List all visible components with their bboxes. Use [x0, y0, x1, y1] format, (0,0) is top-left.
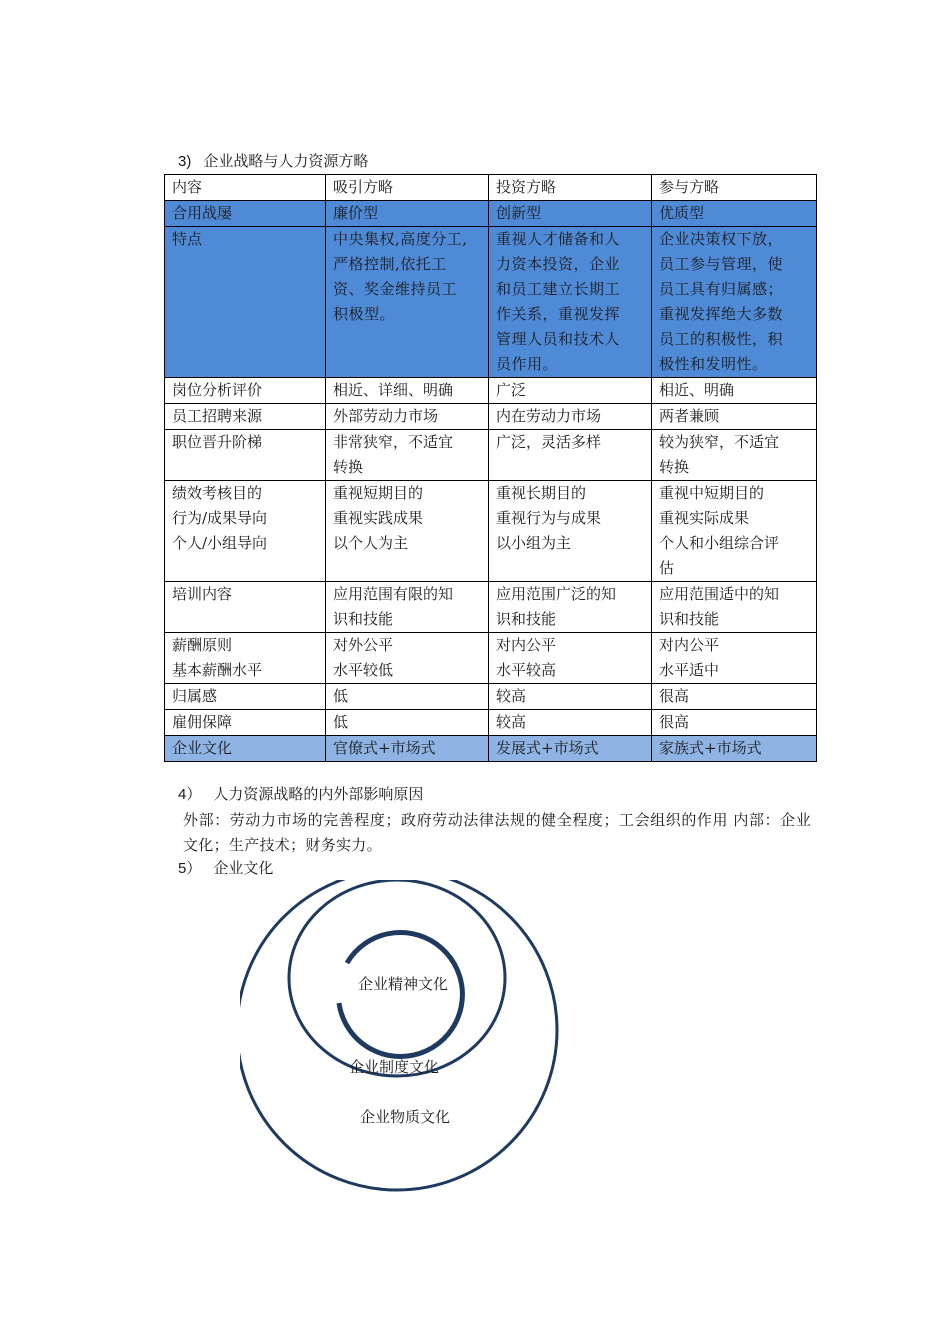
cell-line: 重视行为与成果 [496, 509, 602, 527]
table-cell [652, 582, 817, 633]
header-attract-strategy: 吸引方略 [326, 175, 489, 201]
cell-line: 水平较高 [496, 661, 557, 679]
cell-line: 水平适中 [659, 661, 720, 679]
cell-line: 基本薪酬水平 [172, 661, 263, 679]
cell-line: 重视发挥绝大多数 [659, 305, 784, 323]
table-cell [326, 633, 489, 684]
cell-line: 雇佣保障 [172, 713, 233, 731]
section-4-body: 外部：劳动力市场的完善程度；政府劳动法律法规的健全程度；工会组织的作用 内部：企业文化；生产技术；财务实力。 [183, 811, 811, 854]
cell-line: 应用范围适中的知 [659, 585, 780, 603]
table-row-applicable-strategy [165, 201, 817, 227]
cell-line: 应用范围广泛的知 [496, 585, 617, 603]
table-cell [326, 404, 489, 430]
cell-line: 合用战屡 [172, 204, 233, 222]
strategy-table-body [165, 175, 817, 762]
row-label [165, 710, 326, 736]
cell-line: 低 [333, 687, 349, 705]
table-row-recruitment-source [165, 404, 817, 430]
table-cell [489, 378, 652, 404]
table-row-training-content [165, 582, 817, 633]
table-cell [652, 201, 817, 227]
cell-line: 转换 [659, 458, 690, 476]
cell-line: 较高 [496, 687, 527, 705]
table-cell [652, 481, 817, 582]
cell-line: 相近、详细、明确 [333, 381, 454, 399]
table-cell [652, 736, 817, 762]
cell-line: 应用范围有限的知 [333, 585, 454, 603]
cell-line: 特点 [172, 230, 203, 248]
cell-line: 严格控制,依托工 [333, 255, 447, 273]
table-cell [326, 430, 489, 481]
table-cell [326, 736, 489, 762]
cell-line: 和员工建立长期工 [496, 280, 621, 298]
table-cell [652, 684, 817, 710]
table-cell [489, 633, 652, 684]
culture-layers-diagram [240, 880, 580, 1200]
row-label [165, 736, 326, 762]
strategy-table [164, 174, 817, 762]
cell-line: 职位晋升阶梯 [172, 433, 263, 451]
cell-line: 相近、明确 [659, 381, 735, 399]
cell-line: 广泛 [496, 381, 527, 399]
cell-line: 发展式+市场式 [496, 739, 599, 757]
cell-line: 优质型 [659, 204, 705, 222]
table-row-job-analysis [165, 378, 817, 404]
table-row-promotion-ladder [165, 430, 817, 481]
cell-line: 培训内容 [172, 585, 233, 603]
section-5-number: 5） [178, 860, 202, 877]
cell-line: 较为狭窄，不适宜 [659, 433, 780, 451]
cell-line: 以个人为主 [333, 534, 409, 552]
cell-line: 重视长期目的 [496, 484, 587, 502]
table-cell [652, 227, 817, 378]
cell-line: 岗位分析评价 [172, 381, 263, 399]
row-label [165, 633, 326, 684]
cell-line: 低 [333, 713, 349, 731]
cell-line: 作关系，重视发挥 [496, 305, 621, 323]
cell-line: 很高 [659, 713, 690, 731]
row-label [165, 378, 326, 404]
table-cell [489, 404, 652, 430]
cell-line: 员工具有归属感； [659, 280, 784, 298]
table-cell [489, 710, 652, 736]
cell-line: 创新型 [496, 204, 542, 222]
cell-line: 内在劳动力市场 [496, 407, 602, 425]
table-header-row [165, 175, 817, 201]
table-cell [326, 201, 489, 227]
row-label [165, 684, 326, 710]
cell-line: 归属感 [172, 687, 218, 705]
table-cell [652, 710, 817, 736]
table-cell [326, 378, 489, 404]
row-label [165, 430, 326, 481]
cell-line: 个人/小组导向 [172, 534, 268, 552]
cell-line: 识和技能 [659, 610, 720, 628]
header-participate-strategy: 参与方略 [652, 175, 817, 201]
table-row-performance-appraisal [165, 481, 817, 582]
header-invest-strategy: 投资方略 [489, 175, 652, 201]
section-3-title: 企业战略与人力资源方略 [203, 152, 369, 170]
table-cell [652, 633, 817, 684]
table-cell [652, 378, 817, 404]
cell-line: 管理人员和技术人 [496, 330, 621, 348]
cell-line: 中央集权,高度分工, [333, 230, 468, 248]
table-cell [326, 481, 489, 582]
section-3-heading [178, 151, 368, 172]
table-cell [489, 684, 652, 710]
table-cell [326, 710, 489, 736]
table-cell [326, 582, 489, 633]
row-label [165, 582, 326, 633]
cell-line: 估 [659, 559, 675, 577]
cell-line: 外部劳动力市场 [333, 407, 439, 425]
table-cell [489, 736, 652, 762]
table-cell [326, 227, 489, 378]
cell-line: 以小组为主 [496, 534, 572, 552]
section-4-number: 4） [178, 786, 202, 803]
cell-line: 积极型。 [333, 305, 396, 323]
cell-line: 薪酬原则 [172, 636, 233, 654]
row-label [165, 404, 326, 430]
table-cell [652, 404, 817, 430]
cell-line: 极性和发明性。 [659, 355, 768, 373]
cell-line: 重视短期目的 [333, 484, 424, 502]
cell-line: 很高 [659, 687, 690, 705]
cell-line: 对外公平 [333, 636, 394, 654]
table-cell [489, 481, 652, 582]
label-material-culture: 企业物质文化 [360, 1108, 451, 1126]
section-4-title: 人力资源战略的内外部影响原因 [213, 785, 424, 803]
cell-line: 重视人才储备和人 [496, 230, 621, 248]
cell-line: 转换 [333, 458, 364, 476]
cell-line: 识和技能 [333, 610, 394, 628]
cell-line: 识和技能 [496, 610, 557, 628]
section-5-heading [178, 858, 273, 879]
cell-line: 员工的积极性，积 [659, 330, 784, 348]
cell-line: 水平较低 [333, 661, 394, 679]
table-row-corporate-culture [165, 736, 817, 762]
cell-line: 重视中短期目的 [659, 484, 765, 502]
label-spirit-culture: 企业精神文化 [358, 975, 449, 993]
label-system-culture: 企业制度文化 [349, 1058, 440, 1076]
cell-line: 较高 [496, 713, 527, 731]
inner-arc-spirit [339, 932, 462, 1056]
cell-line: 企业决策权下放， [659, 230, 784, 248]
section-5-title: 企业文化 [213, 859, 274, 877]
table-cell [489, 227, 652, 378]
cell-line: 力资本投资，企业 [496, 255, 621, 273]
cell-line: 两者兼顾 [659, 407, 720, 425]
cell-line: 非常狭窄，不适宜 [333, 433, 454, 451]
section-3-number: 3) [178, 153, 192, 170]
cell-line: 员作用。 [496, 355, 559, 373]
outer-circle-material [240, 880, 557, 1190]
cell-line: 对内公平 [496, 636, 557, 654]
cell-line: 企业文化 [172, 739, 233, 757]
cell-line: 绩效考核目的 [172, 484, 263, 502]
row-label [165, 481, 326, 582]
table-cell [652, 430, 817, 481]
cell-line: 行为/成果导向 [172, 509, 268, 527]
cell-line: 对内公平 [659, 636, 720, 654]
cell-line: 家族式+市场式 [659, 739, 762, 757]
cell-line: 广泛，灵活多样 [496, 433, 602, 451]
cell-line: 重视实际成果 [659, 509, 750, 527]
table-row-compensation [165, 633, 817, 684]
table-cell [489, 430, 652, 481]
table-cell [326, 684, 489, 710]
row-label [165, 201, 326, 227]
row-label [165, 227, 326, 378]
table-cell [489, 582, 652, 633]
culture-layers-svg [240, 880, 580, 1200]
cell-line: 员工招聘来源 [172, 407, 263, 425]
table-cell [489, 201, 652, 227]
cell-line: 官僚式+市场式 [333, 739, 436, 757]
cell-line: 个人和小组综合评 [659, 534, 780, 552]
section-4-heading [178, 784, 423, 805]
header-content: 内容 [165, 175, 326, 201]
table-row-employment-security [165, 710, 817, 736]
table-row-belonging [165, 684, 817, 710]
cell-line: 廉价型 [333, 204, 379, 222]
cell-line: 员工参与管理，使 [659, 255, 784, 273]
cell-line: 重视实践成果 [333, 509, 424, 527]
cell-line: 资、奖金维持员工 [333, 280, 458, 298]
table-row-characteristics [165, 227, 817, 378]
